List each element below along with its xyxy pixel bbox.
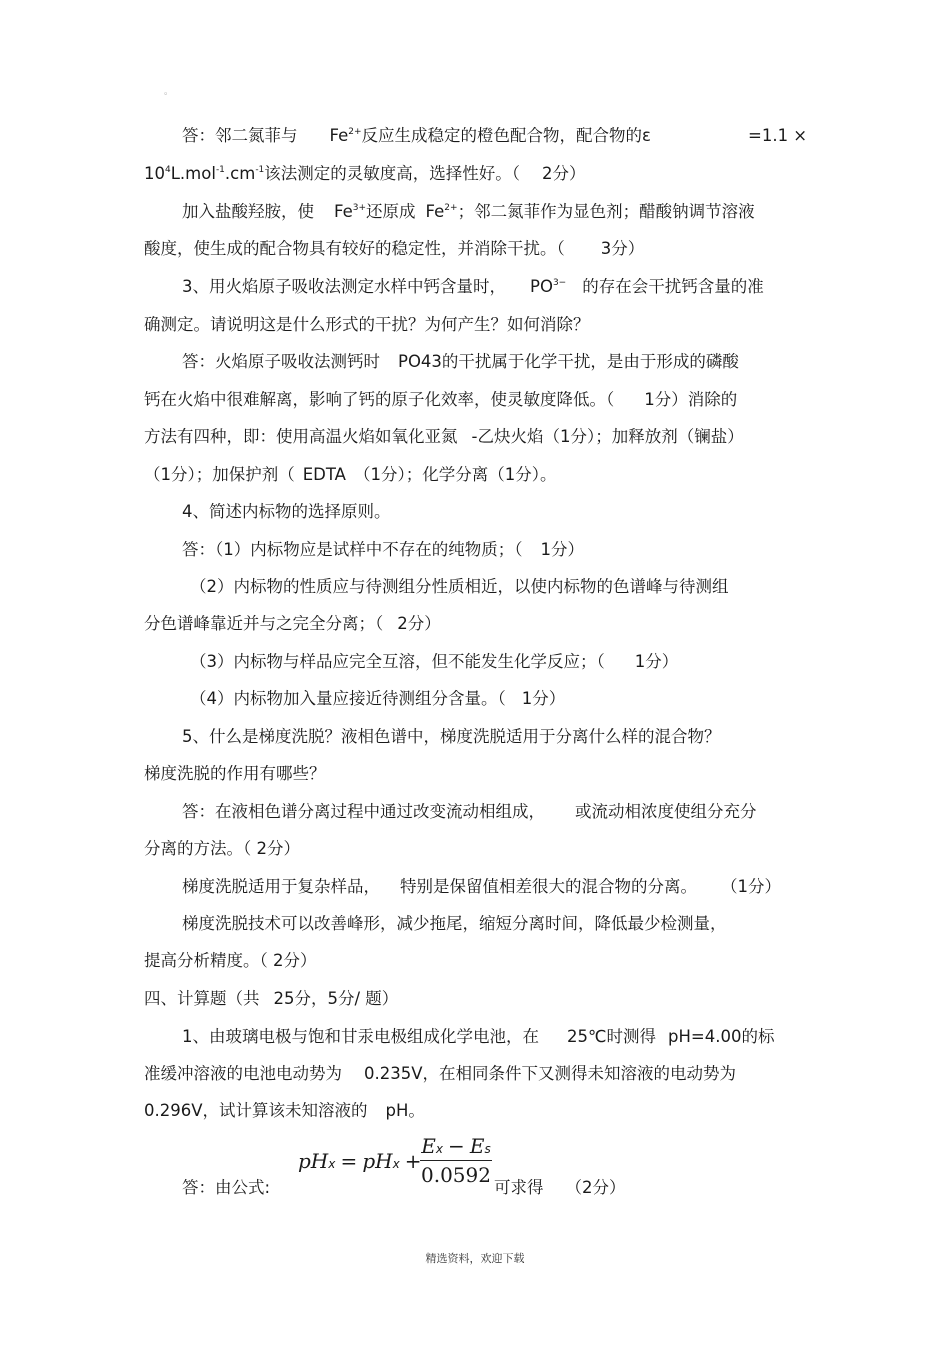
answer-4-item-2-cont: 分色谱峰靠近并与之完全分离；（ 2分） — [144, 614, 441, 633]
answer-5-line-2: 分离的方法。（ 2分） — [144, 839, 300, 858]
answer-5-line-1: 答：在液相色谱分离过程中通过改变流动相组成， 或流动相浓度使组分充分 — [182, 802, 757, 821]
answer-3-line-3: 方法有四种，即：使用高温火焰如氧化亚氮 -乙炔火焰（1分）；加释放剂（镧盐） — [144, 427, 744, 446]
question-3-cont: 确测定。请说明这是什么形式的干扰？为何产生？如何消除？ — [144, 315, 590, 334]
answer-4-item-1: 答：（1）内标物应是试样中不存在的纯物质；（ 1分） — [182, 540, 584, 559]
answer-3-line-4: （1分）；加保护剂（ EDTA （1分）；化学分离（1分）。 — [144, 465, 557, 484]
formula-denominator: 0.0592 — [421, 1163, 491, 1187]
formula-fraction — [420, 1133, 492, 1188]
answer-3-line-2: 钙在火焰中很难解离，影响了钙的原子化效率，使灵敏度降低。（ 1分）消除的 — [144, 390, 738, 409]
section-4-heading: 四、计算题（共 25分，5分/ 题） — [144, 989, 399, 1008]
answer-calc-1-suffix: 可求得 （2分） — [494, 1178, 626, 1197]
top-mark: 。 — [164, 87, 174, 97]
question-5-cont: 梯度洗脱的作用有哪些？ — [144, 764, 326, 783]
answer-3-line-1: 答：火焰原子吸收法测钙时 PO43的干扰属于化学干扰，是由于形成的磷酸 — [182, 352, 739, 371]
answer-5-line-5: 提高分析精度。（ 2分） — [144, 951, 317, 970]
question-4: 4、简述内标物的选择原则。 — [182, 502, 391, 521]
answer-5-line-4: 梯度洗脱技术可以改善峰形，减少拖尾，缩短分离时间，降低最少检测量， — [182, 914, 727, 933]
formula-lhs: pHx = pHx + — [298, 1149, 422, 1173]
answer-4-item-3: （3）内标物与样品应完全互溶，但不能发生化学反应；（ 1分） — [190, 652, 679, 671]
answer-line-1: 答：邻二氮菲与 $Fe^{2+}$反应生成稳定的橙色配合物，配合物的ε — [182, 126, 651, 145]
answer-line-4: 酸度，使生成的配合物具有较好的稳定性，并消除干扰。（ 3分） — [144, 239, 645, 258]
formula-numerator: Ex − Es — [421, 1134, 491, 1158]
answer-line-3: 加入盐酸羟胺，使 $Fe^{3+}$还原成 $Fe^{2+}$；邻二氮菲作为显色剂；醋酸钠调节溶液 — [182, 202, 755, 221]
fraction-bar — [420, 1160, 492, 1161]
answer-calc-1-prefix: 答：由公式: — [182, 1178, 271, 1197]
answer-line-2: $10^4L.mol^{-1}.cm^{-1}$该法测定的灵敏度高，选择性好。（ 2分） — [144, 164, 586, 183]
answer-line-1-value: =1.1 × — [748, 126, 808, 145]
question-3: 3、用火焰原子吸收法测定水样中钙含量时， $PO^{3-}$ 的存在会干扰钙含量的准 — [182, 277, 764, 296]
answer-4-item-4: （4）内标物加入量应接近待测组分含量。（ 1分） — [190, 689, 566, 708]
calc-question-1: 1、由玻璃电极与饱和甘汞电极组成化学电池，在 25℃时测得 pH=4.00的标 — [182, 1027, 775, 1046]
answer-4-item-2: （2）内标物的性质应与待测组分性质相近，以使内标物的色谱峰与待测组 — [190, 577, 729, 596]
calc-question-1-end: 0.296V，试计算该未知溶液的 pH。 — [144, 1101, 425, 1120]
page-footer: 精选资料，欢迎下载 — [425, 1252, 525, 1265]
answer-5-line-3: 梯度洗脱适用于复杂样品， 特别是保留值相差很大的混合物的分离。 （1分） — [182, 877, 781, 896]
calc-question-1-cont: 准缓冲溶液的电池电动势为 0.235V，在相同条件下又测得未知溶液的电动势为 — [144, 1064, 737, 1083]
question-5: 5、什么是梯度洗脱？液相色谱中，梯度洗脱适用于分离什么样的混合物？ — [182, 727, 721, 746]
